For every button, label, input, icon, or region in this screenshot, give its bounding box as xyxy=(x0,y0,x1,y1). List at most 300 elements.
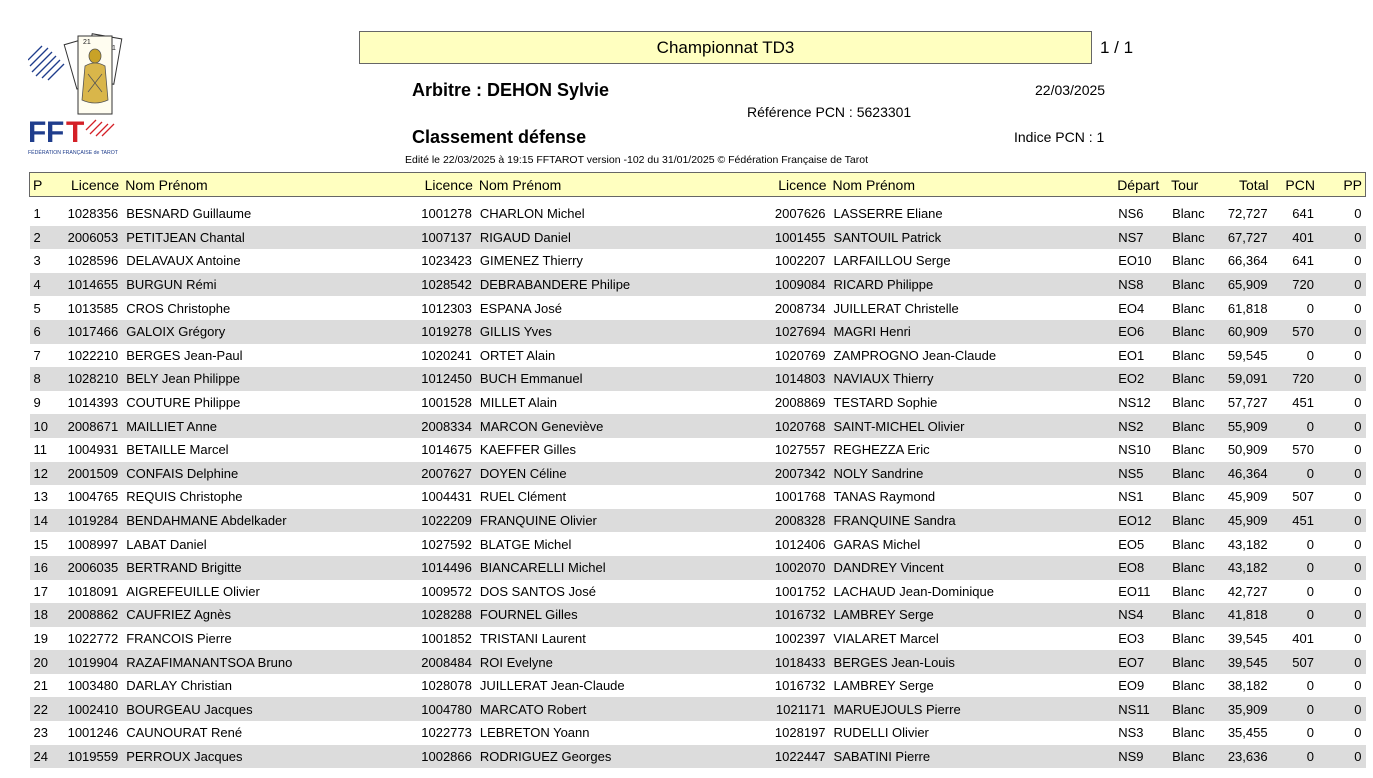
col-position-cell: 11 xyxy=(33,442,47,458)
col-pcn-cell: 0 xyxy=(1306,300,1314,316)
col-licence-2-cell: 2008484 xyxy=(411,650,476,674)
col-pp-cell: 0 xyxy=(1318,367,1366,391)
col-pp-header: PP xyxy=(1318,173,1366,197)
svg-text:F: F xyxy=(28,116,47,149)
col-pcn-cell: 0 xyxy=(1306,536,1314,552)
col-nom-prenom-2-cell: MARCON Geneviève xyxy=(476,414,765,438)
col-nom-prenom-2-cell: DEBRABANDERE Philipe xyxy=(476,273,765,297)
table-row xyxy=(30,296,1366,320)
col-licence-3-cell: 1001752 xyxy=(774,583,826,599)
table-row xyxy=(30,438,1366,462)
results-table xyxy=(29,172,1366,768)
col-total-cell: 59,091 xyxy=(1216,367,1272,391)
col-total-cell: 60,909 xyxy=(1216,320,1272,344)
col-pp-cell: 0 xyxy=(1354,253,1362,269)
col-tour-cell: Blanc xyxy=(1168,603,1215,627)
col-nom-prenom-3-cell: GARAS Michel xyxy=(833,536,921,552)
col-pcn-cell: 451 xyxy=(1272,509,1318,533)
col-licence-1-cell: 1014655 xyxy=(58,273,123,297)
col-pp-cell: 0 xyxy=(1318,603,1366,627)
col-position-cell: 6 xyxy=(30,320,58,344)
col-tour-header: Tour xyxy=(1168,173,1215,197)
col-total-cell: 50,909 xyxy=(1227,442,1268,458)
pcn-indice: Indice PCN : 1 xyxy=(1014,129,1105,145)
col-position-cell: 24 xyxy=(30,745,58,769)
col-depart-cell: NS2 xyxy=(1114,414,1168,438)
col-position-cell: 21 xyxy=(33,678,48,694)
col-nom-prenom-2-cell: MILLET Alain xyxy=(479,395,557,411)
col-pcn-cell: 0 xyxy=(1272,556,1318,580)
col-depart-cell: EO5 xyxy=(1118,536,1145,552)
table-row xyxy=(30,627,1366,651)
col-licence-1-cell: 1022210 xyxy=(67,347,119,363)
col-position-cell: 16 xyxy=(30,556,58,580)
col-total-cell: 41,818 xyxy=(1216,603,1272,627)
col-nom-prenom-3-cell: LAMBREY Serge xyxy=(833,678,934,694)
table-row xyxy=(30,745,1366,769)
col-pp-cell: 0 xyxy=(1318,697,1366,721)
col-nom-prenom-2-cell: ESPANA José xyxy=(479,300,563,316)
table-row xyxy=(30,697,1366,721)
col-nom-prenom-3-cell: NOLY Sandrine xyxy=(830,462,1115,486)
table-row xyxy=(30,462,1366,486)
col-licence-2-cell: 1014675 xyxy=(421,442,472,458)
col-position-cell: 14 xyxy=(30,509,58,533)
table-row xyxy=(30,580,1366,604)
col-position-cell: 2 xyxy=(30,226,58,250)
col-pp-cell: 0 xyxy=(1354,300,1362,316)
col-pcn-cell: 507 xyxy=(1292,489,1314,505)
col-depart-cell: NS3 xyxy=(1118,725,1144,741)
col-tour-cell: Blanc xyxy=(1172,630,1205,646)
col-nom-prenom-2-cell: JUILLERAT Jean-Claude xyxy=(479,678,625,694)
col-tour-cell: Blanc xyxy=(1172,253,1205,269)
col-tour-cell: Blanc xyxy=(1168,745,1215,769)
col-pcn-header: PCN xyxy=(1272,173,1318,197)
col-nom-prenom-1-cell: BOURGEAU Jacques xyxy=(122,697,411,721)
col-total-cell: 35,455 xyxy=(1227,725,1268,741)
col-tour-cell: Blanc xyxy=(1168,226,1215,250)
col-licence-2-cell: 1012450 xyxy=(411,367,476,391)
col-pcn-cell: 507 xyxy=(1272,650,1318,674)
col-nom-prenom-3-cell: RICARD Philippe xyxy=(830,273,1115,297)
table-row xyxy=(30,344,1366,368)
col-nom-prenom-2-cell: DOS SANTOS José xyxy=(479,583,596,599)
col-tour-cell: Blanc xyxy=(1168,556,1215,580)
col-tour-cell: Blanc xyxy=(1172,678,1205,694)
col-licence-2-cell: 1001278 xyxy=(421,206,472,222)
col-licence-1-cell: 1013585 xyxy=(67,300,119,316)
col-pcn-cell: 0 xyxy=(1272,414,1318,438)
col-pp-cell: 0 xyxy=(1354,442,1362,458)
svg-text:21: 21 xyxy=(83,39,91,46)
table-row xyxy=(30,391,1366,415)
col-nom-prenom-2-cell: FRANQUINE Olivier xyxy=(476,509,765,533)
col-tour-cell: Blanc xyxy=(1172,300,1205,316)
col-total-cell: 66,364 xyxy=(1227,253,1268,269)
col-licence-2-cell: 1007137 xyxy=(411,226,476,250)
col-nom-prenom-3-cell: SANTOUIL Patrick xyxy=(830,226,1115,250)
col-licence-3-cell: 2008869 xyxy=(774,395,826,411)
col-licence-3-cell: 1016732 xyxy=(765,603,830,627)
col-depart-cell: EO4 xyxy=(1118,300,1145,316)
col-pcn-cell: 0 xyxy=(1306,347,1314,363)
col-nom-prenom-3-cell: TANAS Raymond xyxy=(833,489,936,505)
col-nom-prenom-3-cell: LAMBREY Serge xyxy=(830,603,1115,627)
col-nom-prenom-2-cell: FOURNEL Gilles xyxy=(476,603,765,627)
col-licence-2-header: Licence xyxy=(411,173,476,197)
col-nom-prenom-3-cell: RUDELLI Olivier xyxy=(833,725,929,741)
table-row xyxy=(30,532,1366,556)
svg-text:F: F xyxy=(46,116,65,149)
col-nom-prenom-1-cell: BERTRAND Brigitte xyxy=(122,556,411,580)
col-licence-3-cell: 1020768 xyxy=(765,414,830,438)
col-nom-prenom-3-cell: MARUEJOULS Pierre xyxy=(830,697,1115,721)
col-nom-prenom-1-cell: LABAT Daniel xyxy=(126,536,207,552)
col-nom-prenom-1-cell: BELY Jean Philippe xyxy=(122,367,411,391)
col-tour-cell: Blanc xyxy=(1172,583,1205,599)
col-licence-3-cell: 1009084 xyxy=(765,273,830,297)
col-nom-prenom-2-cell: DOYEN Céline xyxy=(476,462,765,486)
table-row xyxy=(30,367,1366,391)
col-depart-cell: EO2 xyxy=(1114,367,1168,391)
col-nom-prenom-1-cell: RAZAFIMANANTSOA Bruno xyxy=(122,650,411,674)
col-licence-1-cell: 1014393 xyxy=(67,395,119,411)
col-licence-2-cell: 1014496 xyxy=(411,556,476,580)
table-row xyxy=(30,556,1366,580)
col-tour-cell: Blanc xyxy=(1172,395,1205,411)
col-depart-cell: NS4 xyxy=(1114,603,1168,627)
classement-heading: Classement défense xyxy=(412,127,587,147)
col-licence-3-cell: 1027557 xyxy=(774,442,826,458)
col-total-cell: 55,909 xyxy=(1216,414,1272,438)
table-row xyxy=(30,509,1366,533)
col-licence-1-cell: 1019559 xyxy=(58,745,123,769)
col-nom-prenom-3-cell: SAINT-MICHEL Olivier xyxy=(830,414,1115,438)
col-licence-1-cell: 1017466 xyxy=(58,320,123,344)
col-nom-prenom-2-cell: GILLIS Yves xyxy=(476,320,765,344)
col-nom-prenom-1-cell: PERROUX Jacques xyxy=(122,745,411,769)
col-licence-2-cell: 1028078 xyxy=(421,678,472,694)
table-header-row xyxy=(30,173,1366,197)
col-nom-prenom-1-cell: BENDAHMANE Abdelkader xyxy=(122,509,411,533)
col-tour-cell: Blanc xyxy=(1168,367,1215,391)
col-pcn-cell: 720 xyxy=(1272,367,1318,391)
col-nom-prenom-1-cell: CROS Christophe xyxy=(126,300,231,316)
col-nom-prenom-2-cell: BIANCARELLI Michel xyxy=(476,556,765,580)
col-position-cell: 9 xyxy=(33,395,41,411)
col-pcn-cell: 0 xyxy=(1272,603,1318,627)
col-tour-cell: Blanc xyxy=(1172,206,1205,222)
col-total-cell: 72,727 xyxy=(1227,206,1268,222)
col-nom-prenom-2-cell: ROI Evelyne xyxy=(476,650,765,674)
col-licence-1-cell: 2008671 xyxy=(58,414,123,438)
col-nom-prenom-1-cell: COUTURE Philippe xyxy=(126,395,241,411)
col-nom-prenom-3-cell: SABATINI Pierre xyxy=(830,745,1115,769)
col-depart-cell: NS5 xyxy=(1114,462,1168,486)
col-licence-3-cell: 1018433 xyxy=(765,650,830,674)
col-pcn-cell: 570 xyxy=(1292,442,1314,458)
col-pcn-cell: 0 xyxy=(1272,745,1318,769)
col-nom-prenom-1-cell: MAILLIET Anne xyxy=(122,414,411,438)
col-pcn-cell: 0 xyxy=(1306,678,1314,694)
col-pp-cell: 0 xyxy=(1318,414,1366,438)
col-licence-2-cell: 1002866 xyxy=(411,745,476,769)
col-nom-prenom-1-cell: BURGUN Rémi xyxy=(122,273,411,297)
col-total-cell: 38,182 xyxy=(1227,678,1268,694)
col-licence-1-cell: 1003480 xyxy=(67,678,119,694)
col-nom-prenom-2-cell: BUCH Emmanuel xyxy=(476,367,765,391)
col-nom-prenom-2-cell: RIGAUD Daniel xyxy=(476,226,765,250)
col-nom-prenom-3-cell: BERGES Jean-Louis xyxy=(830,650,1115,674)
col-nom-prenom-3-cell: JUILLERAT Christelle xyxy=(833,300,959,316)
col-pp-cell: 0 xyxy=(1354,725,1362,741)
report-date: 22/03/2025 xyxy=(1035,82,1106,98)
col-nom-prenom-1-cell: PETITJEAN Chantal xyxy=(122,226,411,250)
col-position-cell: 1 xyxy=(33,206,41,222)
col-licence-1-cell: 1004931 xyxy=(67,442,119,458)
edition-note: Edité le 22/03/2025 à 19:15 FFTAROT version -102 du 31/01/2025 © Fédération Française de Tarot xyxy=(405,154,869,166)
col-licence-2-cell: 1023423 xyxy=(421,253,472,269)
fftarot-logo-icon xyxy=(28,30,140,158)
col-tour-cell: Blanc xyxy=(1168,509,1215,533)
col-licence-1-cell: 1002410 xyxy=(58,697,123,721)
col-tour-cell: Blanc xyxy=(1172,489,1205,505)
table-row xyxy=(30,721,1366,745)
col-total-cell: 43,182 xyxy=(1227,536,1268,552)
col-licence-2-cell: 1001852 xyxy=(421,630,472,646)
col-licence-1-cell: 1022772 xyxy=(67,630,119,646)
col-nom-prenom-1-cell: AIGREFEUILLE Olivier xyxy=(126,583,260,599)
col-position-cell: 18 xyxy=(30,603,58,627)
col-position-cell: 10 xyxy=(30,414,58,438)
col-depart-cell: NS9 xyxy=(1114,745,1168,769)
col-nom-prenom-1-cell: BESNARD Guillaume xyxy=(126,206,252,222)
col-licence-1-cell: 1019904 xyxy=(58,650,123,674)
col-nom-prenom-1-cell: DARLAY Christian xyxy=(126,678,232,694)
table-row xyxy=(30,273,1366,297)
table-row xyxy=(30,603,1366,627)
col-depart-header: Départ xyxy=(1114,173,1168,197)
page-title xyxy=(359,31,1092,64)
col-licence-2-cell: 1028288 xyxy=(411,603,476,627)
col-total-cell: 57,727 xyxy=(1227,395,1268,411)
col-position-header: P xyxy=(30,173,58,197)
col-licence-1-cell: 1028596 xyxy=(67,253,119,269)
col-nom-prenom-2-cell: GIMENEZ Thierry xyxy=(479,253,583,269)
col-tour-cell: Blanc xyxy=(1168,650,1215,674)
col-nom-prenom-2-cell: RODRIGUEZ Georges xyxy=(476,745,765,769)
col-licence-3-cell: 2008734 xyxy=(774,300,826,316)
col-pp-cell: 0 xyxy=(1318,509,1366,533)
col-position-cell: 8 xyxy=(30,367,58,391)
col-pp-cell: 0 xyxy=(1354,489,1362,505)
col-pp-cell: 0 xyxy=(1318,745,1366,769)
col-nom-prenom-3-header: Nom Prénom xyxy=(830,173,1115,197)
col-licence-2-cell: 1027592 xyxy=(421,536,472,552)
col-licence-3-cell: 1027694 xyxy=(765,320,830,344)
col-total-cell: 23,636 xyxy=(1216,745,1272,769)
col-depart-cell: NS6 xyxy=(1118,206,1144,222)
col-tour-cell: Blanc xyxy=(1172,442,1205,458)
table-row xyxy=(30,226,1366,250)
col-depart-cell: NS1 xyxy=(1118,489,1144,505)
col-depart-cell: EO1 xyxy=(1118,347,1145,363)
col-position-cell: 23 xyxy=(33,725,48,741)
col-licence-1-cell: 2001509 xyxy=(58,462,123,486)
col-total-cell: 45,909 xyxy=(1216,509,1272,533)
col-licence-1-cell: 1001246 xyxy=(67,725,119,741)
col-nom-prenom-3-cell: LARFAILLOU Serge xyxy=(833,253,951,269)
col-total-cell: 42,727 xyxy=(1227,583,1268,599)
table-row xyxy=(30,249,1366,273)
col-nom-prenom-2-cell: BLATGE Michel xyxy=(479,536,572,552)
col-position-cell: 19 xyxy=(33,630,48,646)
col-licence-3-cell: 1002207 xyxy=(774,253,826,269)
col-nom-prenom-1-cell: REQUIS Christophe xyxy=(126,489,243,505)
col-nom-prenom-3-cell: LASSERRE Eliane xyxy=(833,206,943,222)
col-depart-cell: EO12 xyxy=(1114,509,1168,533)
col-depart-cell: NS7 xyxy=(1114,226,1168,250)
col-depart-cell: NS11 xyxy=(1114,697,1168,721)
col-nom-prenom-2-cell: MARCATO Robert xyxy=(476,697,765,721)
col-tour-cell: Blanc xyxy=(1168,697,1215,721)
col-licence-1-cell: 1028356 xyxy=(67,206,119,222)
col-nom-prenom-3-cell: REGHEZZA Eric xyxy=(833,442,930,458)
col-nom-prenom-3-cell: MAGRI Henri xyxy=(830,320,1115,344)
col-position-cell: 7 xyxy=(33,347,41,363)
col-licence-2-cell: 1022773 xyxy=(421,725,472,741)
col-pp-cell: 0 xyxy=(1354,630,1362,646)
col-licence-3-cell: 1001768 xyxy=(774,489,826,505)
col-licence-2-cell: 1019278 xyxy=(411,320,476,344)
table-body xyxy=(30,202,1366,768)
col-licence-2-cell: 1004780 xyxy=(411,697,476,721)
col-nom-prenom-1-cell: DELAVAUX Antoine xyxy=(126,253,241,269)
col-licence-1-cell: 2006053 xyxy=(58,226,123,250)
col-licence-3-header: Licence xyxy=(765,173,830,197)
col-nom-prenom-2-cell: LEBRETON Yoann xyxy=(479,725,590,741)
col-licence-3-cell: 1016732 xyxy=(774,678,826,694)
col-depart-cell: EO11 xyxy=(1118,583,1151,599)
col-nom-prenom-3-cell: DANDREY Vincent xyxy=(830,556,1115,580)
col-position-cell: 17 xyxy=(33,583,48,599)
col-licence-2-cell: 1004431 xyxy=(421,489,472,505)
col-nom-prenom-3-cell: FRANQUINE Sandra xyxy=(830,509,1115,533)
fftarot-logo xyxy=(28,30,140,158)
page-number: 1 / 1 xyxy=(1100,38,1134,57)
col-pp-cell: 0 xyxy=(1318,556,1366,580)
col-licence-2-cell: 1001528 xyxy=(421,395,472,411)
col-nom-prenom-3-cell: VIALARET Marcel xyxy=(833,630,939,646)
arbitre-label: Arbitre : DEHON Sylvie xyxy=(412,80,610,100)
col-tour-cell: Blanc xyxy=(1172,725,1205,741)
col-nom-prenom-2-cell: RUEL Clément xyxy=(479,489,567,505)
col-pcn-cell: 641 xyxy=(1292,206,1314,222)
col-tour-cell: Blanc xyxy=(1168,273,1215,297)
col-nom-prenom-2-header: Nom Prénom xyxy=(476,173,765,197)
col-pcn-cell: 720 xyxy=(1272,273,1318,297)
svg-text:T: T xyxy=(66,116,85,149)
title-text: Championnat TD3 xyxy=(656,37,795,57)
col-pcn-cell: 570 xyxy=(1272,320,1318,344)
col-licence-1-cell: 2006035 xyxy=(58,556,123,580)
col-position-cell: 22 xyxy=(30,697,58,721)
col-total-cell: 35,909 xyxy=(1216,697,1272,721)
col-licence-2-cell: 1012303 xyxy=(421,300,472,316)
col-pp-cell: 0 xyxy=(1354,395,1362,411)
col-pp-cell: 0 xyxy=(1354,536,1362,552)
col-licence-2-cell: 1020241 xyxy=(421,347,472,363)
col-licence-3-cell: 2008328 xyxy=(765,509,830,533)
col-depart-cell: EO3 xyxy=(1118,630,1145,646)
col-total-cell: 59,545 xyxy=(1227,347,1268,363)
col-licence-2-cell: 1028542 xyxy=(411,273,476,297)
table-row xyxy=(30,485,1366,509)
col-position-cell: 4 xyxy=(30,273,58,297)
table-row xyxy=(30,674,1366,698)
col-licence-1-cell: 1004765 xyxy=(67,489,119,505)
col-licence-1-cell: 1008997 xyxy=(67,536,119,552)
col-nom-prenom-1-cell: BETAILLE Marcel xyxy=(126,442,229,458)
col-nom-prenom-2-cell: KAEFFER Gilles xyxy=(479,442,576,458)
col-nom-prenom-1-header: Nom Prénom xyxy=(122,173,411,197)
col-depart-cell: EO8 xyxy=(1114,556,1168,580)
col-depart-cell: EO9 xyxy=(1118,678,1145,694)
col-nom-prenom-3-cell: NAVIAUX Thierry xyxy=(830,367,1115,391)
col-pcn-cell: 401 xyxy=(1272,226,1318,250)
col-nom-prenom-1-cell: BERGES Jean-Paul xyxy=(126,347,243,363)
col-total-header: Total xyxy=(1216,173,1272,197)
col-licence-3-cell: 1022447 xyxy=(765,745,830,769)
col-licence-3-cell: 1001455 xyxy=(765,226,830,250)
col-depart-cell: NS8 xyxy=(1114,273,1168,297)
col-depart-cell: EO10 xyxy=(1118,253,1152,269)
col-licence-1-cell: 1019284 xyxy=(58,509,123,533)
col-total-cell: 45,909 xyxy=(1227,489,1268,505)
col-total-cell: 43,182 xyxy=(1216,556,1272,580)
col-pp-cell: 0 xyxy=(1318,650,1366,674)
col-licence-3-cell: 1002070 xyxy=(765,556,830,580)
col-pp-cell: 0 xyxy=(1318,462,1366,486)
col-total-cell: 67,727 xyxy=(1216,226,1272,250)
col-total-cell: 39,545 xyxy=(1227,630,1268,646)
col-licence-3-cell: 1012406 xyxy=(774,536,826,552)
col-licence-3-cell: 2007342 xyxy=(765,462,830,486)
col-licence-2-cell: 2007627 xyxy=(411,462,476,486)
col-pp-cell: 0 xyxy=(1354,206,1362,222)
col-total-cell: 39,545 xyxy=(1216,650,1272,674)
col-nom-prenom-2-cell: CHARLON Michel xyxy=(479,206,585,222)
table-row xyxy=(30,650,1366,674)
col-pp-cell: 0 xyxy=(1354,583,1362,599)
col-licence-2-cell: 1022209 xyxy=(411,509,476,533)
col-total-cell: 65,909 xyxy=(1216,273,1272,297)
col-tour-cell: Blanc xyxy=(1172,536,1205,552)
col-depart-cell: NS10 xyxy=(1118,442,1151,458)
col-nom-prenom-3-cell: ZAMPROGNO Jean-Claude xyxy=(833,347,997,363)
col-licence-2-cell: 2008334 xyxy=(411,414,476,438)
col-total-cell: 61,818 xyxy=(1227,300,1268,316)
col-nom-prenom-1-cell: FRANCOIS Pierre xyxy=(126,630,232,646)
col-licence-1-cell: 1028210 xyxy=(58,367,123,391)
col-pp-cell: 0 xyxy=(1354,678,1362,694)
col-pp-cell: 0 xyxy=(1318,320,1366,344)
col-depart-cell: EO6 xyxy=(1114,320,1168,344)
col-pcn-cell: 0 xyxy=(1306,583,1314,599)
col-pcn-cell: 401 xyxy=(1292,630,1314,646)
col-nom-prenom-1-cell: GALOIX Grégory xyxy=(122,320,411,344)
